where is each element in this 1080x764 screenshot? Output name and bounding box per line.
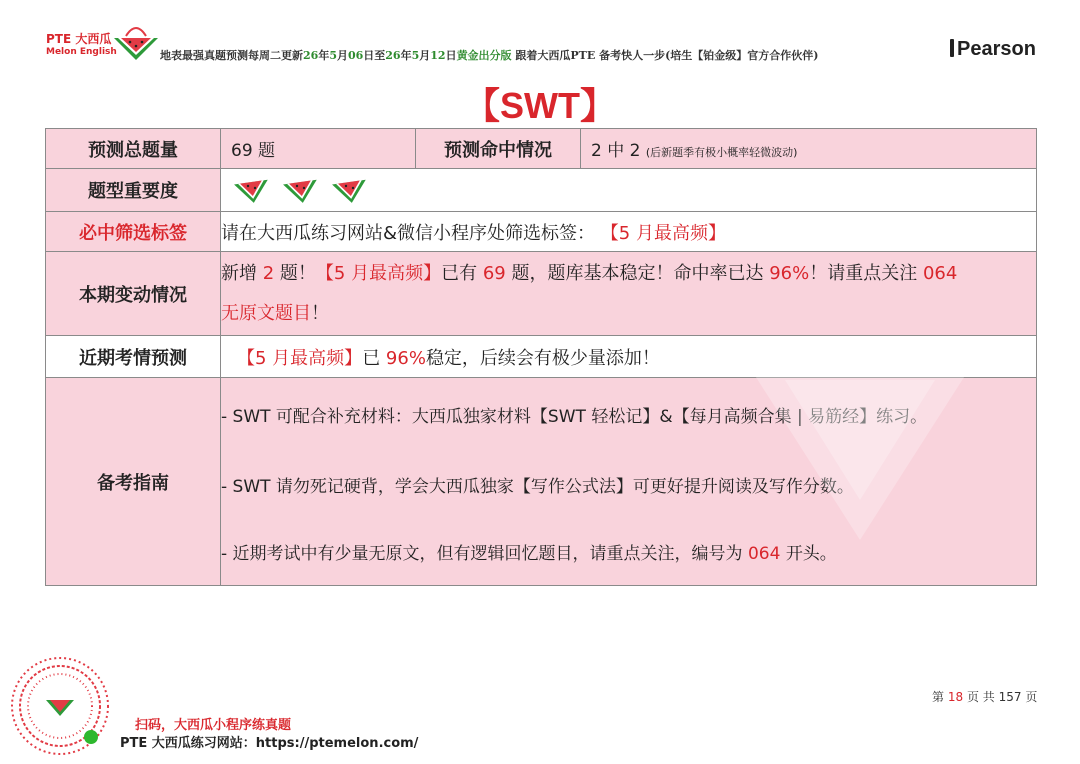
- page-mid: 页 共: [966, 690, 995, 704]
- total-value: 69 题: [221, 129, 416, 169]
- edition-label: 黄金出分版: [456, 49, 512, 62]
- day-char: 日: [445, 49, 457, 62]
- website-text[interactable]: PTE 大西瓜练习网站：https://ptemelon.com/: [120, 736, 419, 751]
- day-char: 日至: [363, 49, 386, 62]
- forecast-rate: 96%: [385, 347, 426, 369]
- changes-text: ！请重点关注: [809, 262, 918, 284]
- watermelon-icon: [331, 176, 369, 204]
- filter-label: 必中筛选标签: [46, 212, 221, 252]
- guide-item-2: - SWT 请勿死记硬背，学会大西瓜独家【写作公式法】可更好提升阅读及写作分数。: [221, 477, 854, 498]
- guide-text: - 近期考试中有少量无原文，但有逻辑回忆题目，请重点关注，编号为: [221, 543, 743, 564]
- start-year: 26: [303, 49, 319, 62]
- month-char: 月: [419, 49, 431, 62]
- guide-label: 备考指南: [46, 378, 221, 586]
- guide-item-1: - SWT 可配合补充材料：大西瓜独家材料【SWT 轻松记】&【每月高频合集 | 易筋经】练习。: [221, 406, 928, 427]
- no-original-text: 无原文题目: [221, 302, 311, 324]
- changes-tag: 【5 月最高频】: [315, 262, 442, 284]
- pearson-text: Pearson: [957, 38, 1036, 60]
- guide-item-3: [221, 544, 1036, 564]
- page-prefix: 第: [932, 690, 945, 704]
- total-label: 预测总题量: [46, 129, 221, 169]
- forecast-tag: 【5 月最高频】: [237, 347, 363, 369]
- slogan: 跟着大西瓜PTE 备考快人一步(培生【铂金级】官方合作伙伴): [515, 49, 819, 62]
- table-row-guide: [46, 378, 1037, 586]
- filter-cell: [221, 212, 1037, 252]
- watermelon-logo-icon: [112, 22, 160, 62]
- total-count: 69: [482, 262, 506, 284]
- forecast-text: 已: [362, 347, 381, 369]
- table-row-importance: [46, 169, 1037, 212]
- changes-cell: [221, 252, 1037, 336]
- page-number: [932, 688, 1037, 705]
- changes-text: 新增: [221, 262, 257, 284]
- year-char: 年: [318, 49, 330, 62]
- hit-cell: [581, 129, 1037, 169]
- watermelon-icon: [233, 176, 271, 204]
- hit-label: 预测命中情况: [416, 129, 581, 169]
- logo-pte-text: PTE 大西瓜: [46, 32, 112, 46]
- table-row-changes: [46, 252, 1037, 336]
- pearson-logo: [950, 38, 1036, 61]
- hit-rate: 96%: [769, 262, 810, 284]
- importance-rating: [221, 169, 1037, 212]
- page-title: 【SWT】: [464, 85, 616, 126]
- year-char: 年: [400, 49, 412, 62]
- new-count: 2: [262, 262, 275, 284]
- forecast-cell: [221, 336, 1037, 378]
- pearson-mark-icon: [950, 39, 954, 57]
- forecast-table: [45, 128, 1037, 586]
- table-row-forecast: [46, 336, 1037, 378]
- table-row-filter: [46, 212, 1037, 252]
- brand-logo: [40, 22, 160, 66]
- changes-text: 题！: [274, 262, 316, 284]
- wechat-icon: [84, 730, 98, 744]
- scan-text: 扫码，大西瓜小程序练真题: [135, 718, 292, 733]
- filter-text: 请在大西瓜练习网站&微信小程序处筛选标签：: [221, 222, 596, 244]
- end-month: 5: [411, 49, 420, 62]
- changes-text: 已有: [441, 262, 478, 284]
- watermelon-icon: [282, 176, 320, 204]
- start-month: 5: [329, 49, 337, 62]
- month-char: 月: [336, 49, 348, 62]
- logo-melon-text: Melon English: [46, 47, 117, 57]
- hit-note: (后新题季有极小概率轻微波动): [645, 146, 798, 159]
- importance-label: 题型重要度: [46, 169, 221, 212]
- update-prefix: 地表最强真题预测每周二更新: [160, 49, 303, 62]
- changes-text: 题，题库基本稳定！命中率已达: [505, 262, 764, 284]
- start-day: 06: [347, 49, 364, 62]
- guide-code: 064: [747, 543, 781, 564]
- end-day: 12: [430, 49, 446, 62]
- end-year: 26: [385, 49, 401, 62]
- guide-cell: [221, 378, 1037, 586]
- page-suffix: 页: [1025, 690, 1038, 704]
- question-code: 064: [922, 262, 958, 284]
- guide-text: 开头。: [785, 543, 837, 564]
- hit-value: 2 中 2: [591, 141, 641, 161]
- table-row-total: [46, 129, 1037, 169]
- total-pages: 157: [998, 690, 1022, 704]
- changes-label: 本期变动情况: [46, 252, 221, 336]
- current-page: 18: [947, 690, 964, 704]
- filter-tag: 【5 月最高频】: [600, 222, 726, 244]
- update-notice: [160, 47, 819, 63]
- changes-text: ！: [311, 302, 329, 324]
- forecast-text: 稳定，后续会有极少量添加！: [425, 347, 660, 369]
- forecast-label: 近期考情预测: [46, 336, 221, 378]
